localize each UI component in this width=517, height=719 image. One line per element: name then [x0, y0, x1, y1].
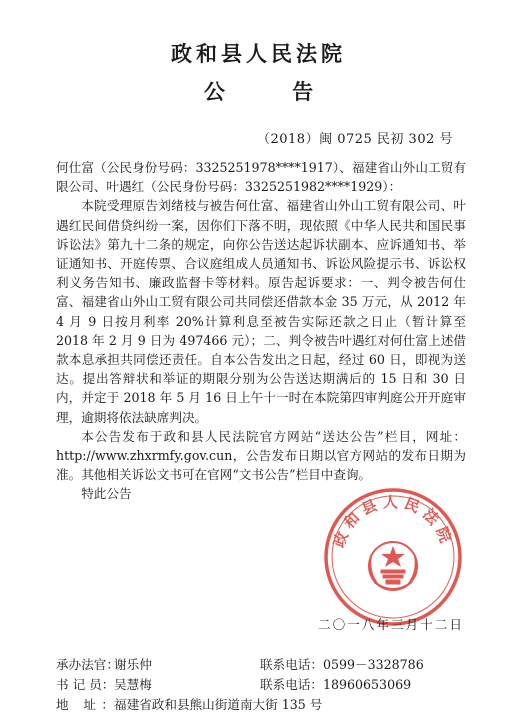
- clerk-row: [56, 675, 486, 695]
- notice-closing: 特此公告: [81, 486, 132, 502]
- clerk-phone: 18960653069: [322, 677, 412, 692]
- judge-name: 谢乐仲: [114, 657, 152, 672]
- address-label: 地 址：: [56, 697, 114, 712]
- document-title: 公 告: [203, 79, 344, 104]
- court-name: 政和县人民法院: [171, 41, 346, 66]
- judge-phone: 0599－3328786: [322, 657, 424, 672]
- notice-paragraph-publication: 本公告发布于政和县人民法院官方网站“送达公告”栏目，网址：http://www.zhxrmfy.gov.cun，公告发布日期以官方网站的发布日期为准。其他相关诉讼文书可在官网“文书公告”栏目中查询。: [56, 428, 466, 483]
- case-number: （2018）闽 0725 民初 302 号: [256, 132, 453, 147]
- notice-body: [56, 158, 466, 504]
- contact-footer: [56, 655, 486, 715]
- judge-label: 承办法官：: [56, 657, 119, 672]
- judge-phone-label: 联系电话：: [260, 657, 323, 672]
- judge-row: [56, 655, 486, 675]
- clerk-name: 吴慧梅: [114, 677, 152, 692]
- court-seal-icon: [322, 486, 464, 628]
- address-row: [56, 695, 486, 715]
- issue-date: 二〇一八年三月十二日: [318, 617, 464, 632]
- seal-text: 政和县人民法院: [329, 492, 457, 550]
- notice-paragraph-main: 本院受理原告刘绪枝与被告何仕富、福建省山外山工贸有限公司、叶遇红民间借贷纠纷一案，因你们下落不明，现依照《中华人民共和国民事诉讼法》第九十二条的规定，向你公告送达起诉状副本、应诉通知书、举证通知书、开庭传票、合议庭组成人员通知书、诉讼风险提示书、诉讼权利义务告知书、廉政监督卡等材料。原告起诉要求：一、判令被告何仕富、福建省山外山工贸有限公司共同偿还借款本金 35 万元，从 2012 年 4 月 9 日按月利率 20%计算利息至被告实际还款之日止（暂计算至 2018 年 2 月 9 日为 497466 元）；二、判令被告叶遇红对何仕富上述借款本息承担共同偿还责任。自本公告发出之日起，经过 60 日，即视为送达。提出答辩状和举证的期限分别为公告送达期满后的 15 日和 30 日内，并定于 2018 年 5 月 16 日上午十一时在本院第四审判庭公开开庭审理，逾期将依法缺席判决。: [56, 198, 466, 425]
- clerk-phone-label: 联系电话：: [260, 677, 323, 692]
- court-address: 福建省政和县熊山街道南大街 135 号: [114, 697, 323, 712]
- addressee-line: 何仕富（公民身份号码：3325251978****1917）、福建省山外山工贸有限公司、叶遇红（公民身份号码：3325251982****1929）：: [56, 160, 466, 195]
- clerk-label: 书 记 员：: [56, 677, 115, 692]
